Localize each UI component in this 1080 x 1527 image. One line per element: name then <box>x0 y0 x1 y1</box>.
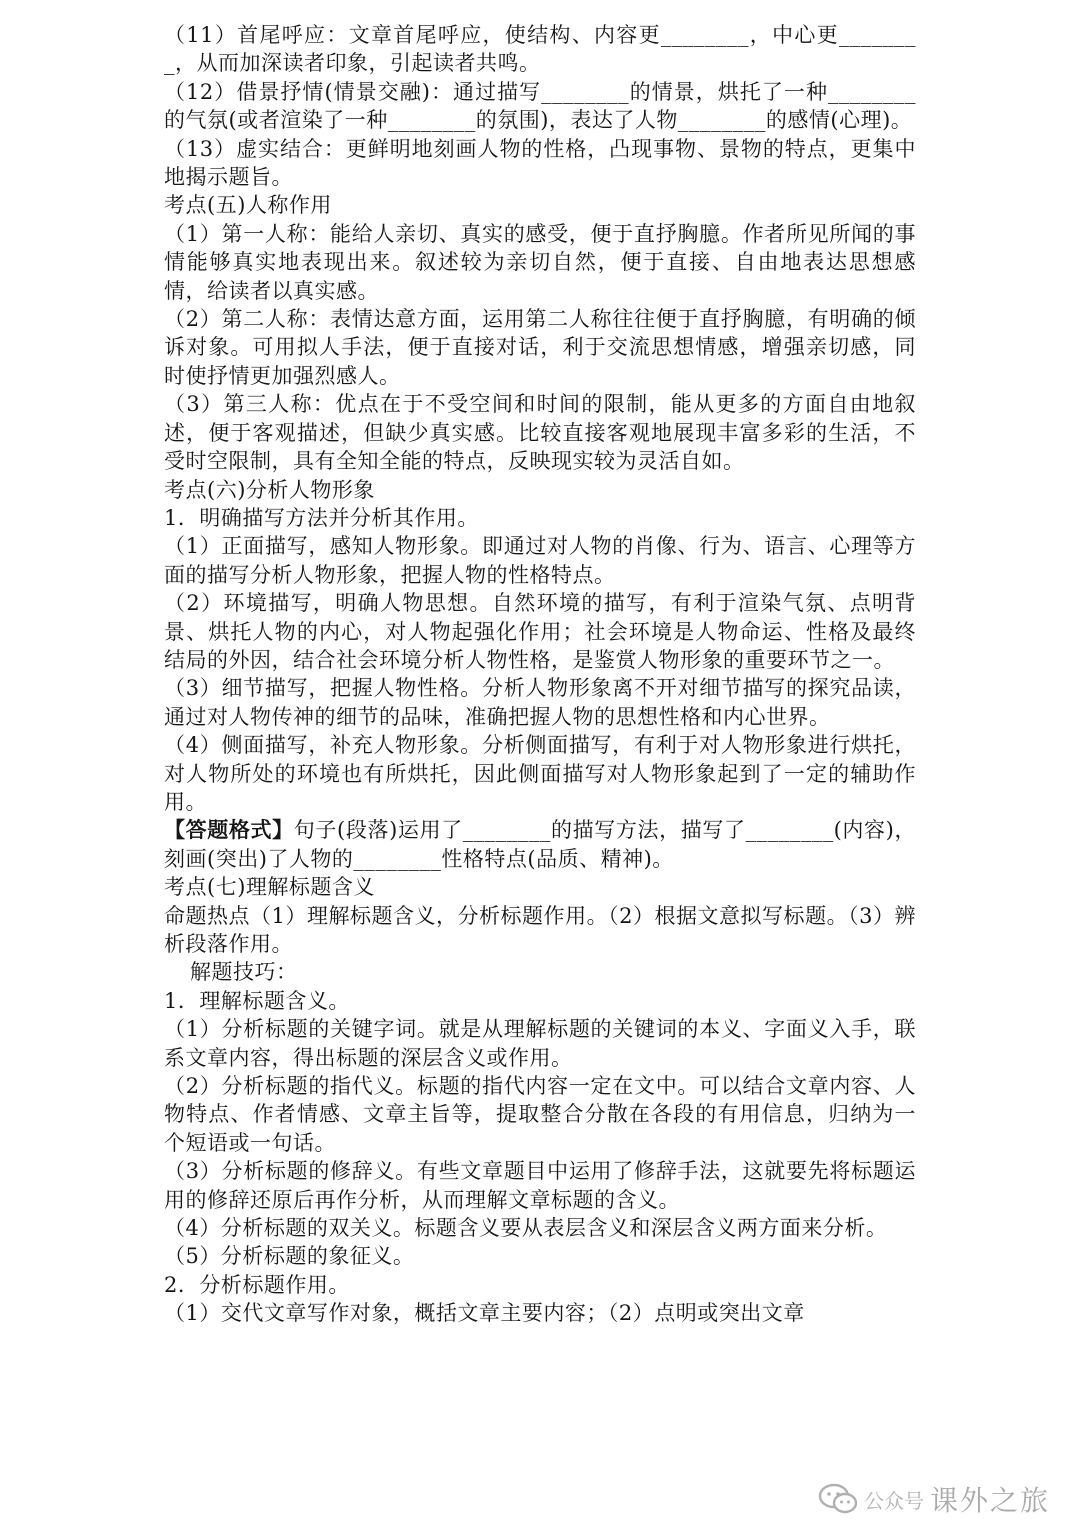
paragraph-side-description: （4）侧面描写，补充人物形象。分析侧面描写，有利于对人物形象进行烘托，对人物所处的环境也有所烘托，因此侧面描写对人物形象起到了一定的辅助作用。 <box>164 733 916 814</box>
watermark-account-name: 课外之旅 <box>929 1484 1050 1517</box>
document-body <box>164 21 916 1328</box>
answer-format-text: 句子(段落)运用了________的描写方法，描写了________(内容)，刻画(突出)了人物的________性格特点(品质、精神)。 <box>164 818 917 871</box>
paragraph-hot-topics: 命题热点（1）理解标题含义，分析标题作用。（2）根据文意拟写标题。（3）辨析段落作用。 <box>164 903 916 956</box>
answer-format <box>164 816 916 873</box>
paragraph-referential: （2）分析标题的指代义。标题的指代内容一定在文中。可以结合文章内容、人物特点、作者情感、文章主旨等，提取整合分散在各段的有用信息，归纳为一个短语或一句话。 <box>164 1074 916 1155</box>
paragraph-second-person: （2）第二人称：表情达意方面，运用第二人称往往便于直抒胸臆，有明确的倾诉对象。可用拟人手法，便于直接对话，利于交流思想情感，增强亲切感，同时使抒情更加强烈感人。 <box>164 307 916 388</box>
subheading-title-meaning: 1．理解标题含义。 <box>164 988 350 1013</box>
paragraph-first-person: （1）第一人称：能给人亲切、真实的感受，便于直抒胸臆。作者所见所闻的事情能够真实地表现出来。叙述较为亲切自然，便于直接、自由地表达思想感情，给读者以真实感。 <box>164 221 916 303</box>
watermark-label: 公众号 <box>863 1488 924 1513</box>
paragraph-symbolic: （5）分析标题的象征义。 <box>164 1244 415 1269</box>
watermark <box>818 1479 1050 1519</box>
answer-format-tag: 【答题格式】 <box>164 817 294 843</box>
paragraph-13: （13）虚实结合：更鲜明地刻画人物的性格，凸现事物、景物的特点，更集中地揭示题旨。 <box>164 136 916 190</box>
section-heading-7: 考点(七)理解标题含义 <box>164 875 375 900</box>
paragraph-direct-description: （1）正面描写，感知人物形象。即通过对人物的肖像、行为、语言、心理等方面的描写分析人物形象，把握人物的性格特点。 <box>164 534 916 587</box>
subheading-describe-method: 1．明确描写方法并分析其作用。 <box>164 505 479 530</box>
paragraph-11: （11）首尾呼应：文章首尾呼应，使结构、内容更________，中心更________，从而加深读者印象，引起读者共鸣。 <box>164 23 916 76</box>
tips-heading: 解题技巧： <box>190 960 298 985</box>
section-heading-6: 考点(六)分析人物形象 <box>164 477 375 502</box>
paragraph-rhetorical: （3）分析标题的修辞义。有些文章题目中运用了修辞手法，这就要先将标题运用的修辞还原后再作分析，从而理解文章标题的含义。 <box>164 1159 916 1212</box>
paragraph-pun: （4）分析标题的双关义。标题含义要从表层含义和深层含义两方面来分析。 <box>164 1216 888 1241</box>
paragraph-title-function: （1）交代文章写作对象，概括文章主要内容；（2）点明或突出文章 <box>164 1301 805 1326</box>
wechat-icon <box>818 1482 858 1516</box>
paragraph-key-words: （1）分析标题的关键字词。就是从理解标题的关键词的本义、字面义入手，联系文章内容，得出标题的深层含义或作用。 <box>164 1017 916 1070</box>
paragraph-environment-description: （2）环境描写，明确人物思想。自然环境的描写，有利于渲染气氛、点明背景、烘托人物的内心，对人物起强化作用；社会环境是人物命运、性格及最终结局的外因，结合社会环境分析人物性格，是鉴赏人物形象的重要环节之一。 <box>164 591 916 672</box>
subheading-title-function: 2．分析标题作用。 <box>164 1272 350 1297</box>
paragraph-12: （12）借景抒情(情景交融)：通过描写________的情景，烘托了一种________的气氛(或者渲染了一种________的氛围)，表达了人物________的感情(心理)。 <box>164 79 916 133</box>
paragraph-third-person: （3）第三人称：优点在于不受空间和时间的限制，能从更多的方面自由地叙述，便于客观描述，但缺少真实感。比较直接客观地展现丰富多彩的生活，不受时空限制，具有全知全能的特点，反映现实较为灵活自如。 <box>164 392 916 474</box>
section-heading-5: 考点(五)人称作用 <box>164 193 332 218</box>
paragraph-detail-description: （3）细节描写，把握人物性格。分析人物形象离不开对细节描写的探究品读，通过对人物传神的细节的品味，准确把握人物的思想性格和内心世界。 <box>164 676 916 729</box>
